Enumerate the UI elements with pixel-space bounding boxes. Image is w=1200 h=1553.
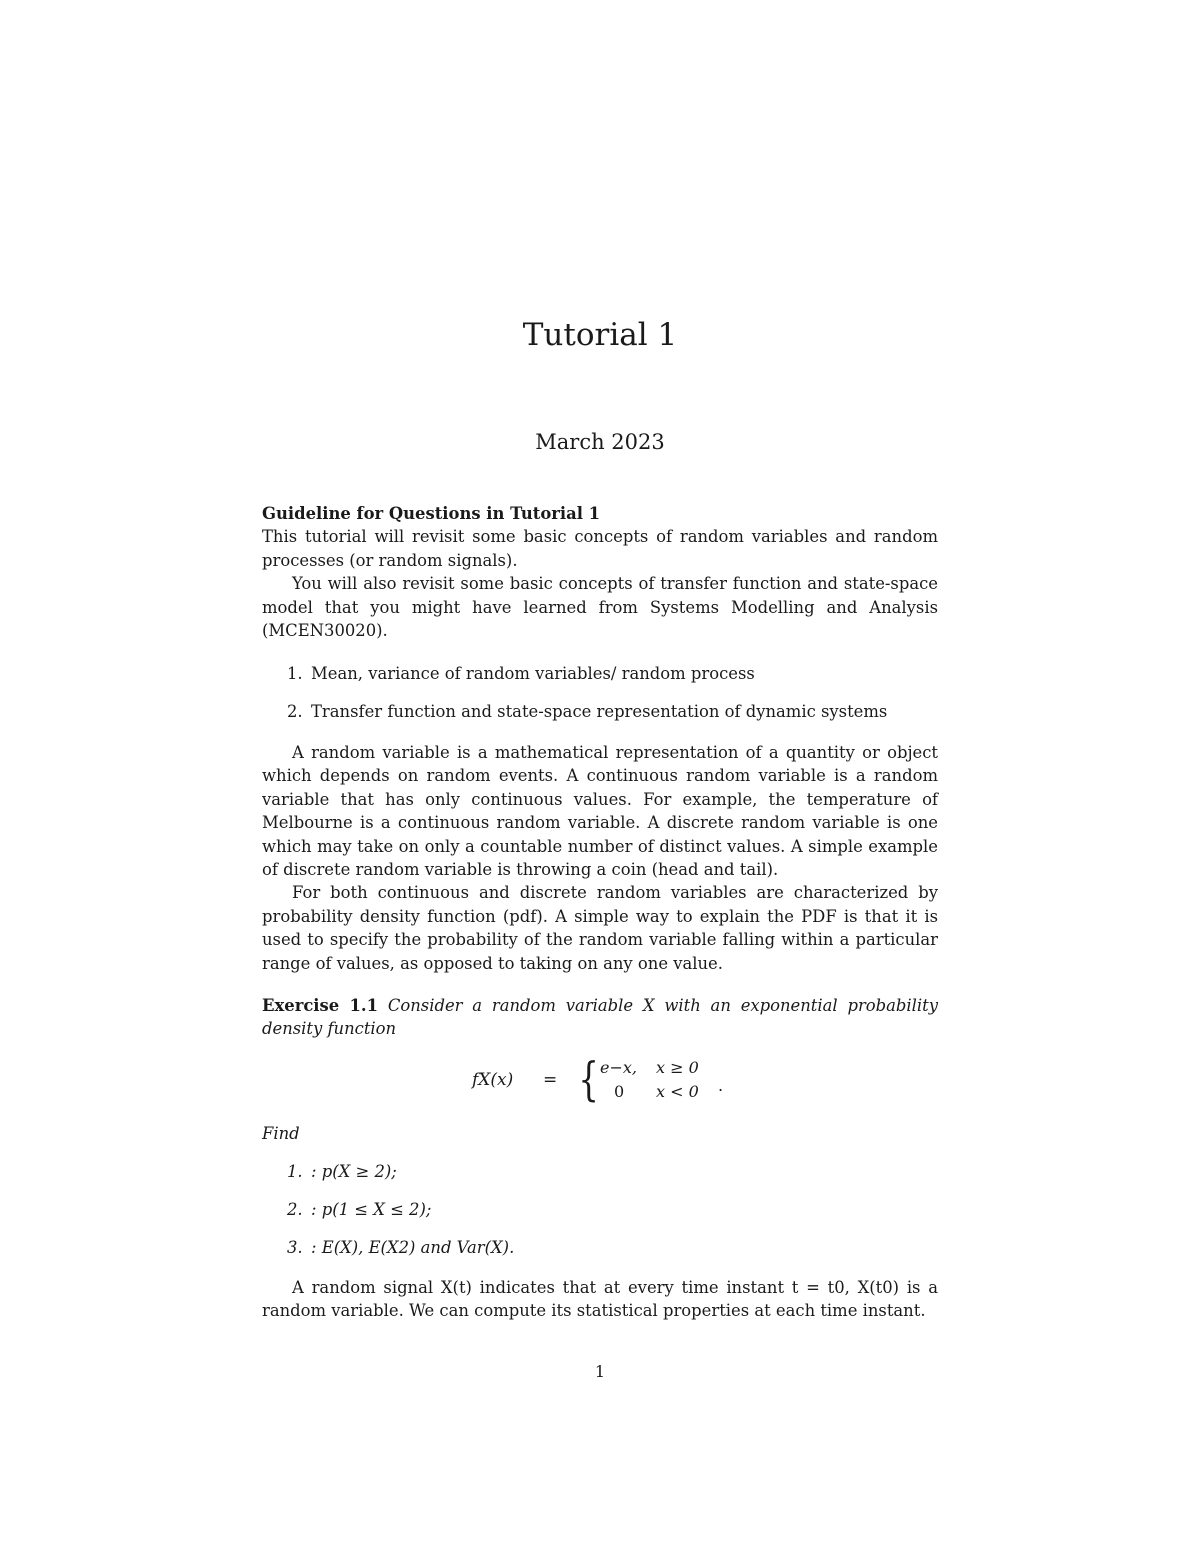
find-text: : E(X), E(X2) and Var(X). bbox=[311, 1238, 515, 1257]
equation-case-1-condition: x ≥ 0 bbox=[656, 1058, 699, 1077]
find-number: 2. bbox=[287, 1200, 303, 1219]
intro-paragraph-1: This tutorial will revisit some basic concepts of random variables and random processes (or random signals). bbox=[262, 527, 938, 570]
find-text: : p(X ≥ 2); bbox=[311, 1162, 397, 1181]
equation-case-1-value: e−x, bbox=[600, 1058, 637, 1077]
random-signal-section bbox=[262, 1276, 938, 1323]
exercise-block bbox=[262, 994, 938, 1041]
topic-text: Mean, variance of random variables/ random process bbox=[311, 664, 755, 683]
equation-period: . bbox=[718, 1076, 724, 1095]
exercise-label: Exercise 1.1 bbox=[262, 996, 379, 1015]
find-number: 1. bbox=[287, 1162, 303, 1181]
random-variable-section bbox=[262, 741, 938, 975]
document-title: Tutorial 1 bbox=[522, 317, 678, 353]
topic-number: 1. bbox=[287, 664, 303, 683]
equation-case-2-condition: x < 0 bbox=[656, 1082, 699, 1101]
topic-number: 2. bbox=[287, 702, 303, 721]
guideline-heading: Guideline for Questions in Tutorial 1 bbox=[262, 504, 601, 523]
left-brace: { bbox=[578, 1052, 599, 1106]
guideline-section bbox=[262, 502, 938, 642]
equation-case-2-value: 0 bbox=[614, 1082, 625, 1101]
equation-equals: = bbox=[543, 1070, 558, 1090]
equation-lhs: fX(x) bbox=[472, 1070, 514, 1090]
intro-paragraph-2: You will also revisit some basic concepts of transfer function and state-space model that you might have learned from Systems Modelling and Analysis (MCEN30020). bbox=[262, 574, 938, 641]
rv-paragraph-2: For both continuous and discrete random variables are characterized by probability density function (pdf). A simple way to explain the PDF is that it is used to specify the probability of the random variable falling within a particular range of values, as opposed to taking on any one value. bbox=[262, 883, 938, 973]
topic-item bbox=[287, 700, 938, 723]
find-item bbox=[287, 1160, 938, 1183]
document-date: March 2023 bbox=[535, 430, 665, 454]
page-number: 1 bbox=[594, 1362, 606, 1381]
find-item bbox=[287, 1198, 938, 1221]
topic-item bbox=[287, 662, 938, 685]
find-text: : p(1 ≤ X ≤ 2); bbox=[311, 1200, 432, 1219]
find-item bbox=[287, 1236, 938, 1259]
find-label: Find bbox=[262, 1124, 300, 1143]
topic-text: Transfer function and state-space representation of dynamic systems bbox=[311, 702, 888, 721]
find-number: 3. bbox=[287, 1238, 303, 1257]
signal-paragraph: A random signal X(t) indicates that at every time instant t = t0, X(t0) is a random variable. We can compute its statistical properties at each time instant. bbox=[262, 1278, 938, 1321]
pdf-equation bbox=[0, 1054, 1200, 1114]
rv-paragraph-1: A random variable is a mathematical representation of a quantity or object which depends on random events. A continuous random variable is a random variable that has only continuous values. For example, the temperature of Melbourne is a continuous random variable. A discrete random variable is one which may take on only a countable number of distinct values. A simple example of discrete random variable is throwing a coin (head and tail). bbox=[262, 743, 938, 880]
exercise-text: Consider a random variable X with an exponential probability density function bbox=[262, 996, 938, 1039]
